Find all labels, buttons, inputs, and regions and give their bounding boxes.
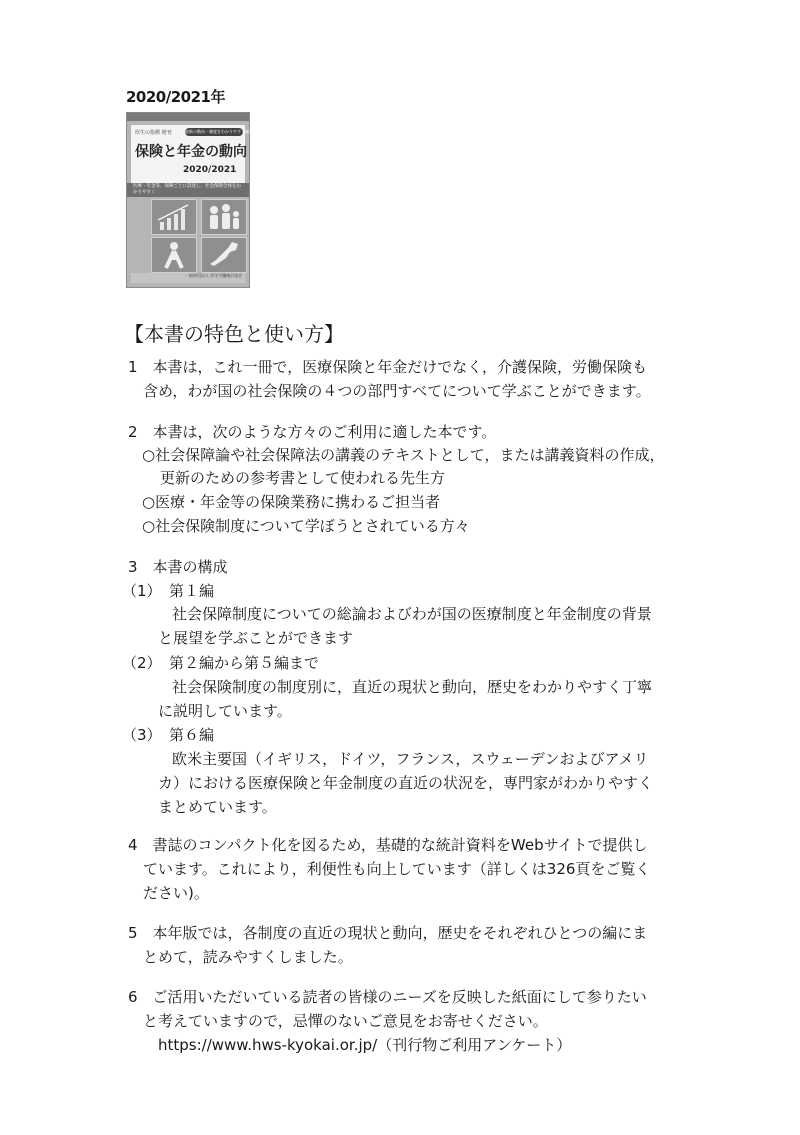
item-3-sub-1-line-2: と展望を学ぶことができます [158,629,354,647]
item-1-line-1: 1 本書は，これ一冊で，医療保険と年金だけでなく，介護保険，労働保険も [128,358,647,376]
item-3-sub-1-heading: （1） 第１編 [122,582,215,600]
section-heading: 【本書の特色と使い方】 [124,322,344,346]
item-5-line-1: 5 本年版では，各制度の直近の現状と動向，歴史をそれぞれひとつの編にま [128,924,648,942]
year-label: 2020/2021年 [126,88,225,106]
book-cover-image [126,112,253,288]
item-3-sub-2-heading: （2） 第２編から第５編まで [122,654,320,672]
item-3-sub-3-heading: （3） 第６編 [122,726,215,744]
item-4-line-2: ています。これにより，利便性も向上しています（詳しくは326頁をご覧く [143,860,651,878]
cover-edition: 2020/2021 [183,165,237,175]
family-icon [201,199,247,235]
item-2-bullet-1-cont: 更新のための参考書として使われる先生方 [160,469,446,487]
cover-series-label: 厚生の指標 増刊 [135,130,172,136]
item-3-sub-3-line-1: 欧米主要国（イギリス，ドイツ，フランス，スウェーデンおよびアメリ [172,750,649,768]
bar-chart-icon [151,199,197,235]
cover-title: 保険と年金の動向 [135,144,247,160]
feedback-url-link[interactable]: https://www.hws-kyokai.or.jp/（刊行物ご利用アンケート） [158,1036,572,1054]
japan-map-icon [201,237,247,273]
item-4-line-3: ださい)。 [143,884,209,902]
item-2-bullet-2: ○医療・年金等の保険業務に携わるご担当者 [142,493,441,511]
item-6-line-2: と考えていますので，忌憚のないご意見をお寄せください。 [143,1012,548,1030]
item-6-line-1: 6 ご活用いただいている読者の皆様のニーズを反映した紙面にして参りたい [128,988,647,1006]
cover-top-bar [127,113,249,121]
item-3-sub-2-line-2: に説明しています。 [158,702,292,720]
cover-description: 医療・年金等、保険ごとに詳述し、社会保障全体をわかりやすく [133,184,241,195]
item-3-sub-3-line-3: まとめています。 [158,798,277,816]
item-3-sub-2-line-1: 社会保険制度の制度別に，直近の現状と動向，歴史をわかりやすく丁寧 [172,678,653,696]
cover-speech-bubble: 最新の動向・制度をわかりやすく解説 [185,129,253,134]
item-1-line-2: 含め，わが国の社会保険の４つの部門すべてについて学ぶことができます。 [143,382,651,400]
person-icon [151,237,197,273]
item-3-sub-1-line-1: 社会保障制度についての総論およびわが国の医療制度と年金制度の背景 [172,605,652,623]
item-2-line-1: 2 本書は，次のような方々のご利用に適した本です。 [128,423,497,441]
cover-publisher: 一般財団法人 厚生労働統計協会 [185,273,243,278]
item-3-sub-3-line-2: カ）における医療保険と年金制度の直近の状況を，専門家がわかりやすく [158,774,654,792]
item-5-line-2: とめて，読みやすくしました。 [143,948,353,966]
item-2-bullet-1: ○社会保障論や社会保障法の講義のテキストとして，または講義資料の作成， [142,446,665,464]
item-3-line-1: 3 本書の構成 [128,558,228,576]
item-2-bullet-3: ○社会保険制度について学ぼうとされている方々 [142,517,470,535]
item-4-line-1: 4 書誌のコンパクト化を図るため，基礎的な統計資料をWebサイトで提供し [128,836,648,854]
